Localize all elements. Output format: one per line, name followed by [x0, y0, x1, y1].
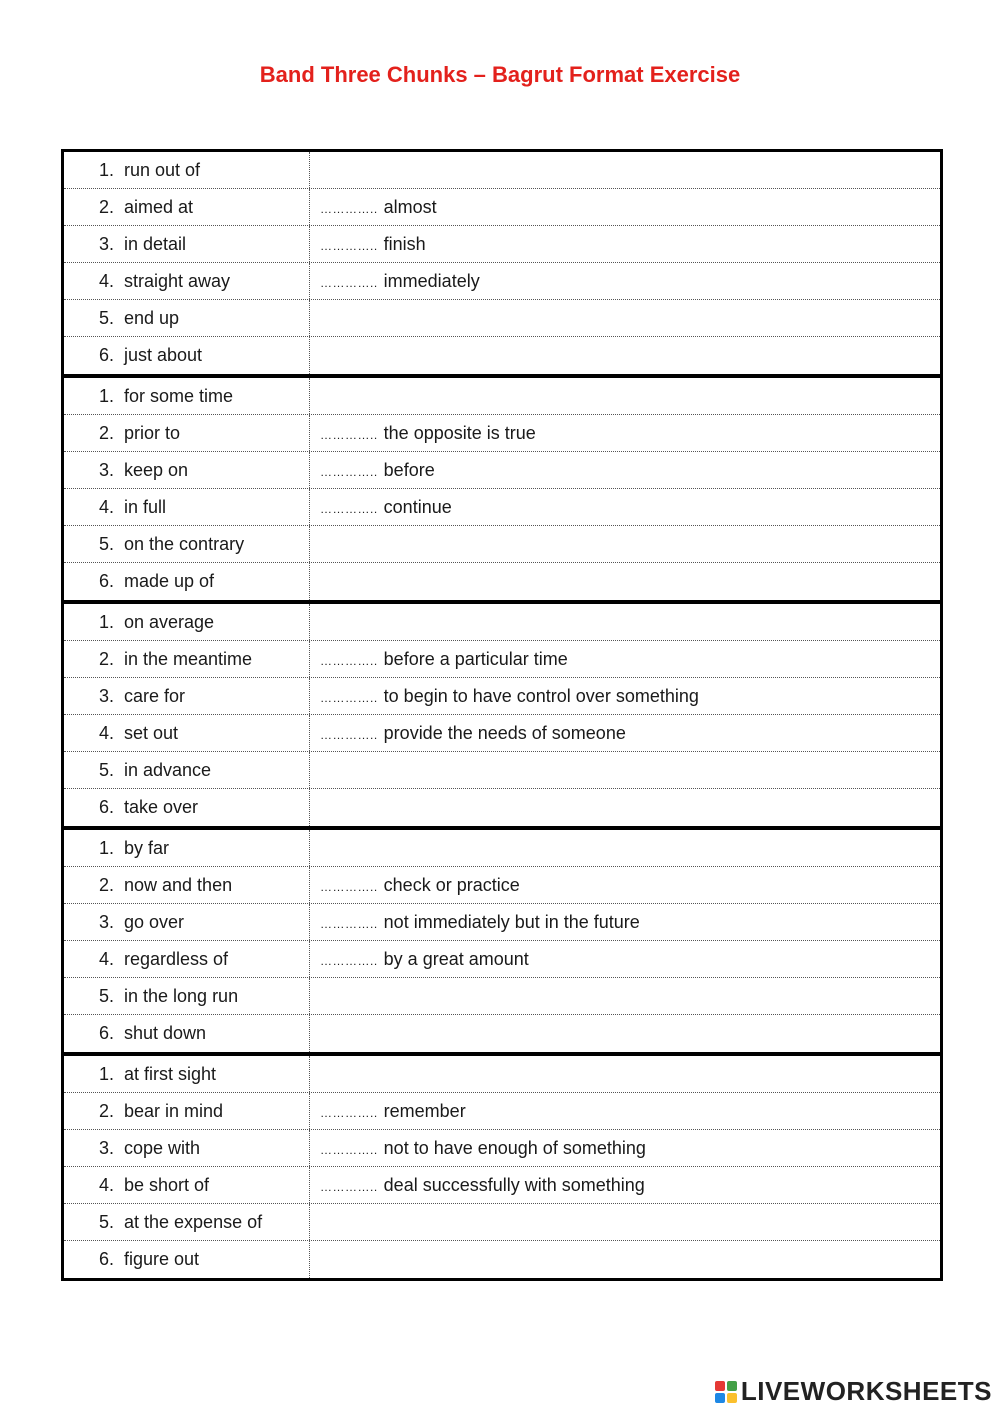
definition-cell — [310, 452, 940, 488]
definition-text: not to have enough of something — [383, 1137, 646, 1158]
answer-blank[interactable]: ………….. — [320, 502, 378, 516]
chunk-term: keep on — [124, 459, 189, 480]
item-number: 6. — [98, 571, 114, 591]
item-number: 6. — [98, 1249, 114, 1269]
table-row — [64, 378, 940, 415]
chunk-term: figure out — [124, 1249, 200, 1269]
table-row — [64, 1204, 940, 1241]
answer-blank[interactable]: ………….. — [320, 239, 378, 253]
chunk-cell — [64, 263, 310, 299]
definition-cell — [310, 1015, 940, 1052]
definition-cell — [310, 715, 940, 751]
item-number: 4. — [98, 270, 114, 291]
definition-text: finish — [383, 233, 426, 254]
definition-cell — [310, 830, 940, 866]
definition-cell — [310, 1241, 940, 1278]
table-row — [64, 830, 940, 867]
exercise-table — [61, 149, 943, 1281]
chunk-term: bear in mind — [124, 1100, 224, 1121]
chunk-term: just about — [124, 345, 203, 365]
item-number: 5. — [98, 985, 114, 1006]
table-row — [64, 752, 940, 789]
chunk-cell — [64, 1130, 310, 1166]
item-number: 2. — [98, 422, 114, 443]
logo-square — [727, 1393, 737, 1403]
chunk-cell — [64, 904, 310, 940]
definition-text: provide the needs of someone — [383, 722, 626, 743]
chunk-cell — [64, 189, 310, 225]
definition-text: check or practice — [383, 874, 520, 895]
chunk-cell — [64, 563, 310, 600]
definition-cell — [310, 1056, 940, 1092]
chunk-cell — [64, 1093, 310, 1129]
item-number: 4. — [98, 496, 114, 517]
table-row — [64, 1056, 940, 1093]
definition-text: continue — [383, 496, 452, 517]
item-number: 4. — [98, 722, 114, 743]
definition-cell — [310, 867, 940, 903]
definition-text: by a great amount — [383, 948, 529, 969]
liveworksheets-logo — [715, 1376, 992, 1407]
item-number: 3. — [98, 233, 114, 254]
item-number: 2. — [98, 648, 114, 669]
table-row — [64, 489, 940, 526]
definition-text: remember — [383, 1100, 466, 1121]
chunk-cell — [64, 415, 310, 451]
table-row — [64, 678, 940, 715]
chunk-cell — [64, 226, 310, 262]
definition-text: immediately — [383, 270, 480, 291]
table-row — [64, 1015, 940, 1052]
chunk-term: set out — [124, 722, 179, 743]
definition-cell — [310, 678, 940, 714]
definition-cell — [310, 152, 940, 188]
table-row — [64, 641, 940, 678]
chunk-cell — [64, 752, 310, 788]
chunk-cell — [64, 867, 310, 903]
table-row — [64, 452, 940, 489]
table-row — [64, 415, 940, 452]
answer-blank[interactable]: ………….. — [320, 917, 378, 931]
table-row — [64, 941, 940, 978]
table-row — [64, 789, 940, 826]
table-row — [64, 263, 940, 300]
chunk-term: on average — [124, 611, 215, 632]
item-number: 2. — [98, 874, 114, 895]
chunk-term: at first sight — [124, 1063, 217, 1084]
chunk-cell — [64, 830, 310, 866]
table-row — [64, 978, 940, 1015]
item-number: 2. — [98, 196, 114, 217]
logo-square — [715, 1393, 725, 1403]
chunk-cell — [64, 152, 310, 188]
chunk-term: now and then — [124, 874, 233, 895]
table-row — [64, 152, 940, 189]
logo-square — [727, 1381, 737, 1391]
table-row — [64, 1167, 940, 1204]
chunk-cell — [64, 715, 310, 751]
answer-blank[interactable]: ………….. — [320, 954, 378, 968]
table-row — [64, 1093, 940, 1130]
definition-text: before — [383, 459, 435, 480]
chunk-cell — [64, 1167, 310, 1203]
chunk-term: be short of — [124, 1174, 210, 1195]
answer-blank[interactable]: ………….. — [320, 880, 378, 894]
item-number: 2. — [98, 1100, 114, 1121]
exercise-group — [64, 600, 940, 826]
chunk-cell — [64, 789, 310, 826]
chunk-term: in full — [124, 496, 167, 517]
definition-cell — [310, 1093, 940, 1129]
table-row — [64, 337, 940, 374]
chunk-cell — [64, 978, 310, 1014]
definition-cell — [310, 1167, 940, 1203]
exercise-group — [64, 152, 940, 374]
chunk-term: regardless of — [124, 948, 229, 969]
table-row — [64, 867, 940, 904]
table-row — [64, 189, 940, 226]
definition-cell — [310, 415, 940, 451]
definition-cell — [310, 378, 940, 414]
chunk-term: by far — [124, 837, 170, 858]
logo-text: LIVEWORKSHEETS — [740, 1376, 992, 1406]
answer-blank[interactable]: ………….. — [320, 1143, 378, 1157]
item-number: 3. — [98, 459, 114, 480]
worksheet-title: Band Three Chunks – Bagrut Format Exercise — [259, 62, 741, 87]
definition-text: the opposite is true — [383, 422, 536, 443]
chunk-cell — [64, 604, 310, 640]
chunk-cell — [64, 678, 310, 714]
item-number: 1. — [98, 611, 114, 632]
item-number: 5. — [98, 759, 114, 780]
table-row — [64, 1241, 940, 1278]
chunk-cell — [64, 337, 310, 374]
answer-blank[interactable]: ………….. — [320, 691, 378, 705]
chunk-cell — [64, 641, 310, 677]
definition-cell — [310, 752, 940, 788]
definition-cell — [310, 1130, 940, 1166]
answer-blank[interactable]: ………….. — [320, 654, 378, 668]
item-number: 5. — [98, 1211, 114, 1232]
table-row — [64, 526, 940, 563]
definition-cell — [310, 337, 940, 374]
chunk-cell — [64, 300, 310, 336]
exercise-group — [64, 374, 940, 600]
definition-cell — [310, 978, 940, 1014]
definition-cell — [310, 789, 940, 826]
chunk-term: for some time — [124, 385, 234, 406]
item-number: 5. — [98, 307, 114, 328]
table-row — [64, 904, 940, 941]
chunk-cell — [64, 452, 310, 488]
chunk-term: at the expense of — [124, 1211, 263, 1232]
table-row — [64, 1130, 940, 1167]
chunk-term: cope with — [124, 1137, 201, 1158]
exercise-group — [64, 1052, 940, 1278]
definition-cell — [310, 563, 940, 600]
table-row — [64, 715, 940, 752]
definition-text: to begin to have control over something — [383, 685, 699, 706]
definition-cell — [310, 300, 940, 336]
chunk-term: in the meantime — [124, 648, 253, 669]
item-number: 4. — [98, 948, 114, 969]
definition-text: almost — [383, 196, 437, 217]
chunk-cell — [64, 1015, 310, 1052]
definition-cell — [310, 226, 940, 262]
exercise-group — [64, 826, 940, 1052]
chunk-term: made up of — [124, 571, 215, 591]
chunk-cell — [64, 489, 310, 525]
item-number: 6. — [98, 1023, 114, 1043]
definition-text: not immediately but in the future — [383, 911, 640, 932]
table-row — [64, 604, 940, 641]
chunk-term: care for — [124, 685, 186, 706]
item-number: 1. — [98, 159, 114, 180]
answer-blank[interactable]: ………….. — [320, 202, 378, 216]
answer-blank[interactable]: ………….. — [320, 1180, 378, 1194]
chunk-cell — [64, 1204, 310, 1240]
definition-cell — [310, 604, 940, 640]
chunk-term: take over — [124, 797, 199, 817]
item-number: 1. — [98, 1063, 114, 1084]
logo-square — [715, 1381, 725, 1391]
definition-cell — [310, 1204, 940, 1240]
item-number: 5. — [98, 533, 114, 554]
chunk-term: straight away — [124, 270, 231, 291]
definition-cell — [310, 904, 940, 940]
answer-blank[interactable]: ………….. — [320, 1106, 378, 1120]
item-number: 6. — [98, 345, 114, 365]
item-number: 1. — [98, 837, 114, 858]
chunk-term: end up — [124, 307, 180, 328]
definition-text: before a particular time — [383, 648, 568, 669]
chunk-term: in the long run — [124, 985, 239, 1006]
chunk-term: go over — [124, 911, 185, 932]
definition-cell — [310, 189, 940, 225]
definition-cell — [310, 489, 940, 525]
chunk-term: in advance — [124, 759, 212, 780]
table-row — [64, 226, 940, 263]
chunk-term: on the contrary — [124, 533, 245, 554]
item-number: 4. — [98, 1174, 114, 1195]
answer-blank[interactable]: ………….. — [320, 276, 378, 290]
logo-mark-icon — [715, 1381, 737, 1403]
chunk-cell — [64, 526, 310, 562]
chunk-term: prior to — [124, 422, 181, 443]
chunk-term: aimed at — [124, 196, 194, 217]
chunk-cell — [64, 1241, 310, 1278]
definition-cell — [310, 263, 940, 299]
table-row — [64, 563, 940, 600]
chunk-cell — [64, 1056, 310, 1092]
definition-cell — [310, 526, 940, 562]
item-number: 1. — [98, 385, 114, 406]
chunk-term: shut down — [124, 1023, 207, 1043]
item-number: 3. — [98, 911, 114, 932]
chunk-cell — [64, 378, 310, 414]
table-row — [64, 300, 940, 337]
answer-blank[interactable]: ………….. — [320, 428, 378, 442]
definition-cell — [310, 641, 940, 677]
answer-blank[interactable]: ………….. — [320, 465, 378, 479]
item-number: 6. — [98, 797, 114, 817]
chunk-term: run out of — [124, 159, 201, 180]
definition-text: deal successfully with something — [383, 1174, 645, 1195]
definition-cell — [310, 941, 940, 977]
chunk-term: in detail — [124, 233, 187, 254]
item-number: 3. — [98, 685, 114, 706]
item-number: 3. — [98, 1137, 114, 1158]
answer-blank[interactable]: ………….. — [320, 728, 378, 742]
chunk-cell — [64, 941, 310, 977]
